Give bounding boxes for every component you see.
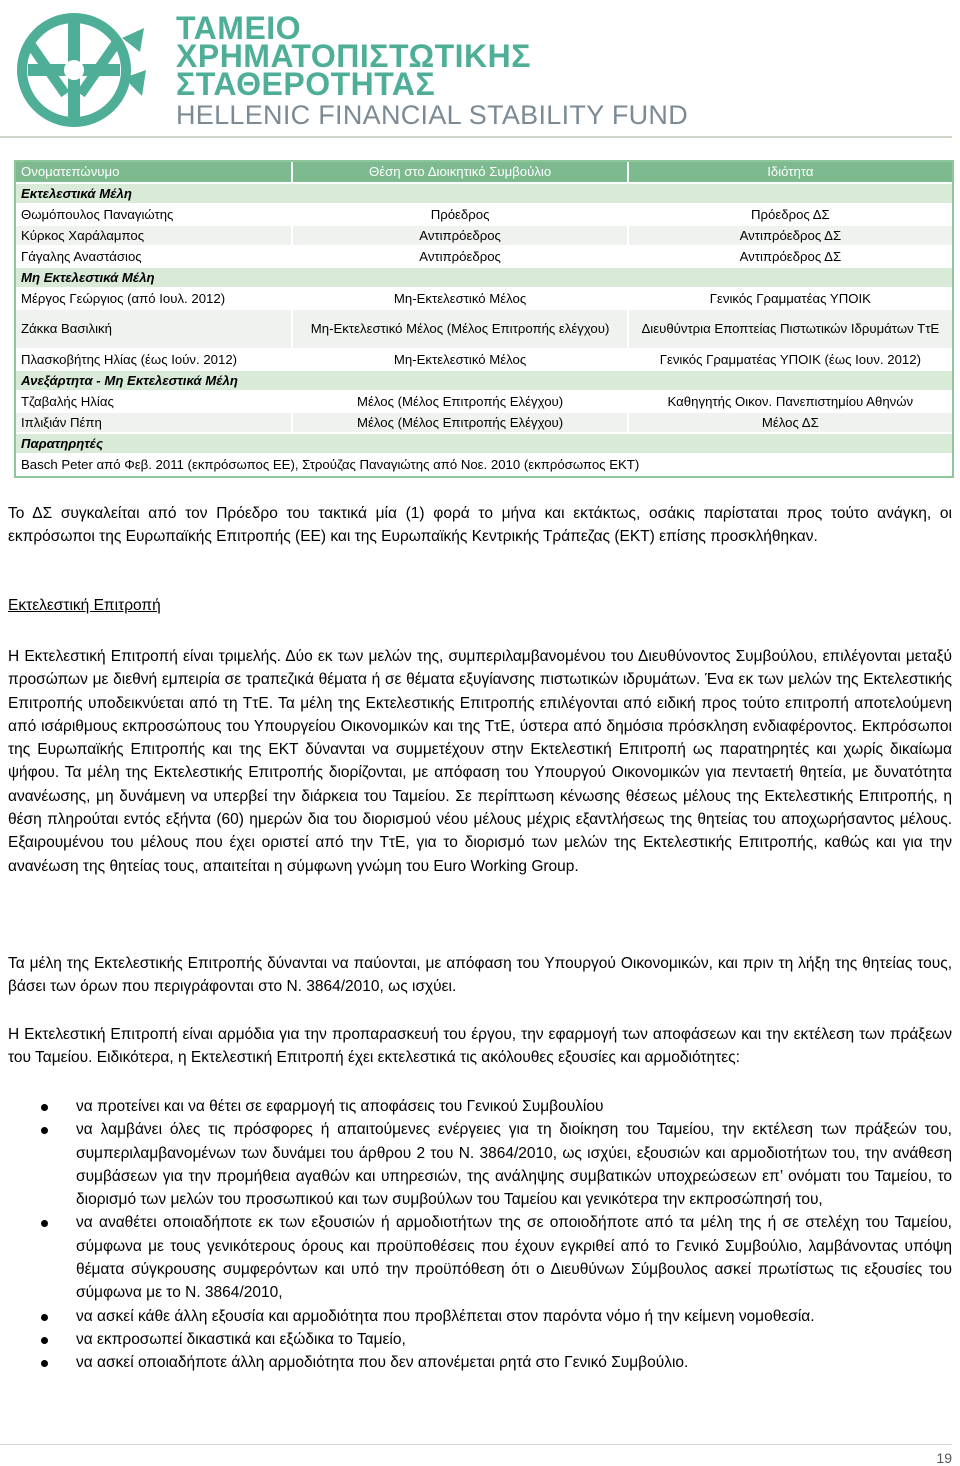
table-row	[15, 246, 953, 267]
paragraph-committee-composition: Η Εκτελεστική Επιτροπή είναι τριμελής. Δύο εκ των μελών της, συμπεριλαμβανομένου του Διευθύνοντος Συμβούλου, επιλέγονται μεταξύ προσώπων με διεθνή εμπειρία σε τραπεζικά θέματα ή σε θέματα εξυγίανσης πιστωτικών ιδρυμάτων. Ένα εκ των μελών της Εκτελεστικής Επιτροπής υποδεικνύεται από τη ΤτΕ. Τα μέλη της Εκτελεστικής Επιτροπής επιλέγονται από ειδική προς τούτο επιτροπή αποτελούμενη από ισάριθμους εκπροσώπους του Υπουργείου Οικονομικών και της ΤτΕ, ύστερα από δημόσια πρόσκληση ενδιαφέροντος. Εκπρόσωποι της Ευρωπαϊκής Επιτροπής και της ΕΚΤ δύνανται να συμμετέχουν στην Εκτελεστική Επιτροπή ως παρατηρητές και χωρίς δικαίωμα ψήφου. Τα μέλη της Εκτελεστικής Επιτροπής διορίζονται, με απόφαση του Υπουργού Οικονομικών για πενταετή θητεία, με δυνατότητα ανανέωσης, μη δυνάμενη να υπερβεί την διάρκεια του Ταμείου. Σε περίπτωση κένωσης θέσεως μέλους της Εκτελεστικής Επιτροπής, η θέση πληρούται εντός εξήντα (60) ημερών δια του διορισμού νέου μέλους μέχρις εξαντλήσεως της θητείας του αποχωρήσαντος μέλους. Εξαιρουμένου του μέλους που έχει οριστεί από την ΤτΕ, για το διορισμό των μελών της Εκτελεστικής Επιτροπής, καθώς και για την ανανέωση της θητείας τους, απαιτείται η σύμφωνη γνώμη του Euro Working Group.	[8, 648, 952, 875]
header-name: Ονοματεπώνυμο	[15, 161, 292, 183]
bullet-icon	[41, 1127, 48, 1134]
header-position: Θέση στο Διοικητικό Συμβούλιο	[292, 161, 627, 183]
page-number: 19	[936, 1450, 952, 1466]
document-header	[0, 0, 960, 140]
list-item-text: να ασκεί κάθε άλλη εξουσία και αρμοδιότητα που προβλέπεται στον παρόντα νόμο ή την κείμενη νομοθεσία.	[76, 1307, 815, 1325]
observers-cell: Basch Peter από Φεβ. 2011 (εκπρόσωπος ΕΕ), Στρούζας Παναγιώτης από Νοε. 2010 (εκπρόσωπος ΕΚΤ)	[15, 454, 953, 475]
cell-capacity: Πρόεδρος ΔΣ	[628, 204, 953, 225]
board-members-table	[14, 160, 954, 476]
paragraph-committee-competence: Η Εκτελεστική Επιτροπή είναι αρμόδια για την προπαρασκευή του έργου, την εφαρμογή των αποφάσεων και την εκτέλεση των πράξεων του Ταμείου. Ειδικότερα, η Εκτελεστική Επιτροπή έχει εκτελεστικά τις ακόλουθες εξουσίες και αρμοδιότητες:	[8, 1026, 952, 1067]
cell-name: Γάγαλης Αναστάσιος	[15, 246, 292, 267]
table-header-row	[15, 161, 953, 183]
table-row	[15, 225, 953, 246]
paragraph-committee-dismissal: Τα μέλη της Εκτελεστικής Επιτροπής δύνανται να παύονται, με απόφαση του Υπουργού Οικονομικών, και πριν τη λήξη της θητείας τους, βάσει των όρων που περιγράφονται στο Ν. 3864/2010, ως ισχύει.	[8, 955, 952, 996]
competences-list	[8, 1095, 952, 1375]
group-label: Εκτελεστικά Μέλη	[15, 183, 953, 204]
cell-position: Μέλος (Μέλος Επιτροπής Ελέγχου)	[292, 412, 627, 433]
cell-capacity: Μέλος ΔΣ	[628, 412, 953, 433]
bullet-icon	[41, 1220, 48, 1227]
cell-name: Θωμόπουλος Παναγιώτης	[15, 204, 292, 225]
group-row-executive	[15, 183, 953, 204]
cell-capacity: Αντιπρόεδρος ΔΣ	[628, 225, 953, 246]
cell-name: Κύρκος Χαράλαμπος	[15, 225, 292, 246]
list-item	[8, 1328, 952, 1351]
list-item	[8, 1351, 952, 1374]
hfsf-logo-icon	[12, 8, 152, 132]
cell-name: Μέργος Γεώργιος (από Ιουλ. 2012)	[15, 288, 292, 309]
cell-position: Μη-Εκτελεστικό Μέλος	[292, 349, 627, 370]
list-item-text: να αναθέτει οποιαδήποτε εκ των εξουσιών ή αρμοδιοτήτων της σε οποιοδήποτε από τα μέλη της ή σε στελέχη του Ταμείου, σύμφωνα με τους γενικότερους όρους και προϋποθέσεις που έχουν εγκριθεί από το Γενικό Συμβούλιο, λαμβάνοντας υπόψη θέματα σύγκρουσης συμφερόντων και υπό την προϋπόθεση ότι ο Διευθύνων Σύμβουλος ασκεί πρωτίστως τις εξουσίες του σύμφωνα με το Ν. 3864/2010,	[76, 1214, 952, 1302]
list-item	[8, 1305, 952, 1328]
table-row	[15, 454, 953, 475]
group-row-non-executive	[15, 267, 953, 288]
table-row	[15, 288, 953, 309]
table-row	[15, 204, 953, 225]
paragraph-board-meetings: Το ΔΣ συγκαλείται από τον Πρόεδρο του τακτικά μία (1) φορά το μήνα και εκτάκτως, οσάκις παρίσταται προς τούτο ανάγκη, οι εκπρόσωποι της Ευρωπαϊκής Επιτροπής (ΕΕ) και της Ευρωπαϊκής Κεντρικής Τράπεζας (ΕΚΤ) επίσης προσκλήθηκαν.	[8, 505, 952, 546]
cell-position: Αντιπρόεδρος	[292, 246, 627, 267]
list-item	[8, 1095, 952, 1118]
list-item	[8, 1118, 952, 1211]
header-capacity: Ιδιότητα	[628, 161, 953, 183]
group-label: Μη Εκτελεστικά Μέλη	[15, 267, 953, 288]
group-row-independent	[15, 370, 953, 391]
logo-title-line1: ΤΑΜΕΙΟ	[176, 10, 302, 46]
list-item	[8, 1211, 952, 1304]
footer-divider	[0, 1444, 952, 1445]
group-row-observers	[15, 433, 953, 454]
cell-capacity: Διευθύντρια Εποπτείας Πιστωτικών Ιδρυμάτων ΤτΕ	[628, 309, 953, 349]
bullet-icon	[41, 1360, 48, 1367]
cell-name: Τζαβαλής Ηλίας	[15, 391, 292, 412]
table-row	[15, 391, 953, 412]
section-heading-executive-committee: Εκτελεστική Επιτροπή	[8, 597, 161, 614]
cell-position: Μη-Εκτελεστικό Μέλος	[292, 288, 627, 309]
list-item-text: να λαμβάνει όλες τις πρόσφορες ή απαιτούμενες ενέργειες για τη διοίκηση του Ταμείου, την εκτέλεση των πράξεών του, συμπεριλαμβανομένων των δυνάμει του άρθρου 2 του Ν. 3864/2010, ως ισχύει, εξουσιών και αρμοδιοτήτων του, την ανάθεση συμβάσεων για την προμήθεια αγαθών και υπηρεσιών, της ανάληψης συμβατικών υποχρεώσεων επ’ ονόματι του Ταμείου, το διορισμό των μελών του προσωπικού και των συμβούλων του Ταμείου και γενικότερα την εκπροσώπησή του,	[76, 1121, 952, 1209]
cell-position: Μέλος (Μέλος Επιτροπής Ελέγχου)	[292, 391, 627, 412]
cell-name: Ζάκκα Βασιλική	[15, 309, 292, 349]
logo-english-name: HELLENIC FINANCIAL STABILITY FUND	[176, 100, 689, 130]
cell-position: Πρόεδρος	[292, 204, 627, 225]
group-label: Παρατηρητές	[15, 433, 953, 454]
logo-title-line3: ΣΤΑΘΕΡΟΤΗΤΑΣ	[176, 66, 436, 102]
cell-name: Πλασκοβήτης Ηλίας (έως Ιούν. 2012)	[15, 349, 292, 370]
cell-capacity: Γενικός Γραμματέας ΥΠΟΙΚ	[628, 288, 953, 309]
list-item-text: να ασκεί οποιαδήποτε άλλη αρμοδιότητα που δεν απονέμεται ρητά στο Γενικό Συμβούλιο.	[76, 1354, 689, 1372]
bullet-icon	[41, 1314, 48, 1321]
cell-position: Μη-Εκτελεστικό Μέλος (Μέλος Επιτροπής ελέγχου)	[292, 309, 627, 349]
bullet-icon	[41, 1337, 48, 1344]
list-item-text: να εκπροσωπεί δικαστικά και εξώδικα το Ταμείο,	[76, 1330, 406, 1348]
bullet-icon	[41, 1104, 48, 1111]
table-row	[15, 349, 953, 370]
cell-capacity: Καθηγητής Οικον. Πανεπιστημίου Αθηνών	[628, 391, 953, 412]
cell-position: Αντιπρόεδρος	[292, 225, 627, 246]
cell-name: Ιπλιξιάν Πέπη	[15, 412, 292, 433]
logo-title-line2: ΧΡΗΜΑΤΟΠΙΣΤΩΤΙΚΗΣ	[176, 38, 531, 74]
list-item-text: να προτείνει και να θέτει σε εφαρμογή τις αποφάσεις του Γενικού Συμβουλίου	[76, 1098, 604, 1115]
cell-capacity: Αντιπρόεδρος ΔΣ	[628, 246, 953, 267]
header-divider	[0, 136, 952, 138]
cell-capacity: Γενικός Γραμματέας ΥΠΟΙΚ (έως Ιουν. 2012)	[628, 349, 953, 370]
table-row	[15, 412, 953, 433]
group-label: Ανεξάρτητα - Μη Εκτελεστικά Μέλη	[15, 370, 953, 391]
table-row	[15, 309, 953, 349]
